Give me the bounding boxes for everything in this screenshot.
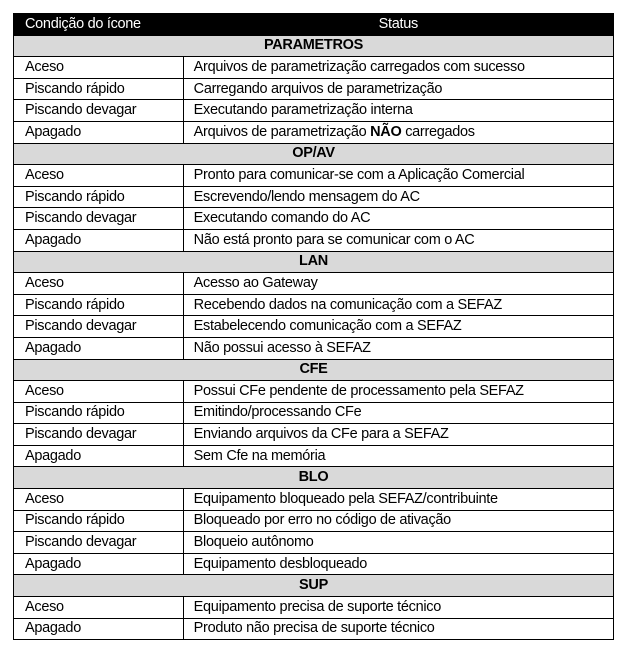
status-cell: Equipamento desbloqueado [183,553,613,575]
status-cell: Enviando arquivos da CFe para a SEFAZ [183,424,613,446]
status-cell: Equipamento precisa de suporte técnico [183,597,613,619]
section-title: CFE [14,359,614,381]
table-row [14,57,614,79]
section-title: BLO [14,467,614,489]
table-row [14,337,614,359]
section-title: SUP [14,575,614,597]
status-cell: Estabelecendo comunicação com a SEFAZ [183,316,613,338]
section-row-cfe [14,359,614,381]
table-row [14,294,614,316]
status-cell: Não possui acesso à SEFAZ [183,337,613,359]
table-row [14,316,614,338]
table-row [14,445,614,467]
table-row [14,424,614,446]
section-title: OP/AV [14,143,614,165]
condition-cell: Aceso [14,57,184,79]
column-header-condition: Condição do ícone [14,14,184,36]
status-cell: Arquivos de parametrização carregados com sucesso [183,57,613,79]
table-row [14,121,614,143]
status-text-emphasis: NÃO [370,123,402,140]
condition-cell: Aceso [14,489,184,511]
condition-cell: Apagado [14,553,184,575]
status-cell: Sem Cfe na memória [183,445,613,467]
status-cell: Executando parametrização interna [183,100,613,122]
condition-cell: Aceso [14,165,184,187]
section-row-parametros [14,35,614,57]
condition-cell: Piscando devagar [14,100,184,122]
table-row [14,381,614,403]
condition-cell: Apagado [14,445,184,467]
condition-cell: Piscando devagar [14,424,184,446]
status-text-post: carregados [401,123,475,140]
condition-cell: Apagado [14,229,184,251]
table-row [14,532,614,554]
section-row-blo [14,467,614,489]
status-cell: Bloqueado por erro no código de ativação [183,510,613,532]
led-status-table [13,13,614,640]
status-cell: Executando comando do AC [183,208,613,230]
table-row [14,229,614,251]
table-row [14,186,614,208]
table-row [14,273,614,295]
table-row [14,208,614,230]
table-body [14,35,614,640]
condition-cell: Piscando devagar [14,316,184,338]
section-title: PARAMETROS [14,35,614,57]
status-cell: Escrevendo/lendo mensagem do AC [183,186,613,208]
status-cell: Carregando arquivos de parametrização [183,78,613,100]
status-cell: Não está pronto para se comunicar com o AC [183,229,613,251]
status-cell: Pronto para comunicar-se com a Aplicação Comercial [183,165,613,187]
condition-cell: Apagado [14,121,184,143]
status-cell: Emitindo/processando CFe [183,402,613,424]
condition-cell: Piscando devagar [14,208,184,230]
table-row [14,510,614,532]
table-row [14,597,614,619]
table-row [14,100,614,122]
condition-cell: Piscando rápido [14,186,184,208]
condition-cell: Aceso [14,381,184,403]
table-header-row [14,14,614,36]
section-row-sup [14,575,614,597]
condition-cell: Piscando rápido [14,402,184,424]
table-row [14,402,614,424]
table-row [14,553,614,575]
condition-cell: Piscando devagar [14,532,184,554]
status-cell [183,121,613,143]
section-row-lan [14,251,614,273]
status-cell: Recebendo dados na comunicação com a SEFAZ [183,294,613,316]
condition-cell: Piscando rápido [14,78,184,100]
condition-cell: Piscando rápido [14,510,184,532]
section-title: LAN [14,251,614,273]
status-cell: Acesso ao Gateway [183,273,613,295]
table-row [14,618,614,640]
condition-cell: Aceso [14,597,184,619]
status-cell: Possui CFe pendente de processamento pela SEFAZ [183,381,613,403]
condition-cell: Aceso [14,273,184,295]
status-cell: Bloqueio autônomo [183,532,613,554]
table-row [14,165,614,187]
condition-cell: Apagado [14,337,184,359]
condition-cell: Piscando rápido [14,294,184,316]
table-row [14,489,614,511]
section-row-op-av [14,143,614,165]
column-header-status: Status [183,14,613,36]
table-row [14,78,614,100]
status-cell: Produto não precisa de suporte técnico [183,618,613,640]
condition-cell: Apagado [14,618,184,640]
status-text-pre: Arquivos de parametrização [193,123,371,140]
status-cell: Equipamento bloqueado pela SEFAZ/contribuinte [183,489,613,511]
